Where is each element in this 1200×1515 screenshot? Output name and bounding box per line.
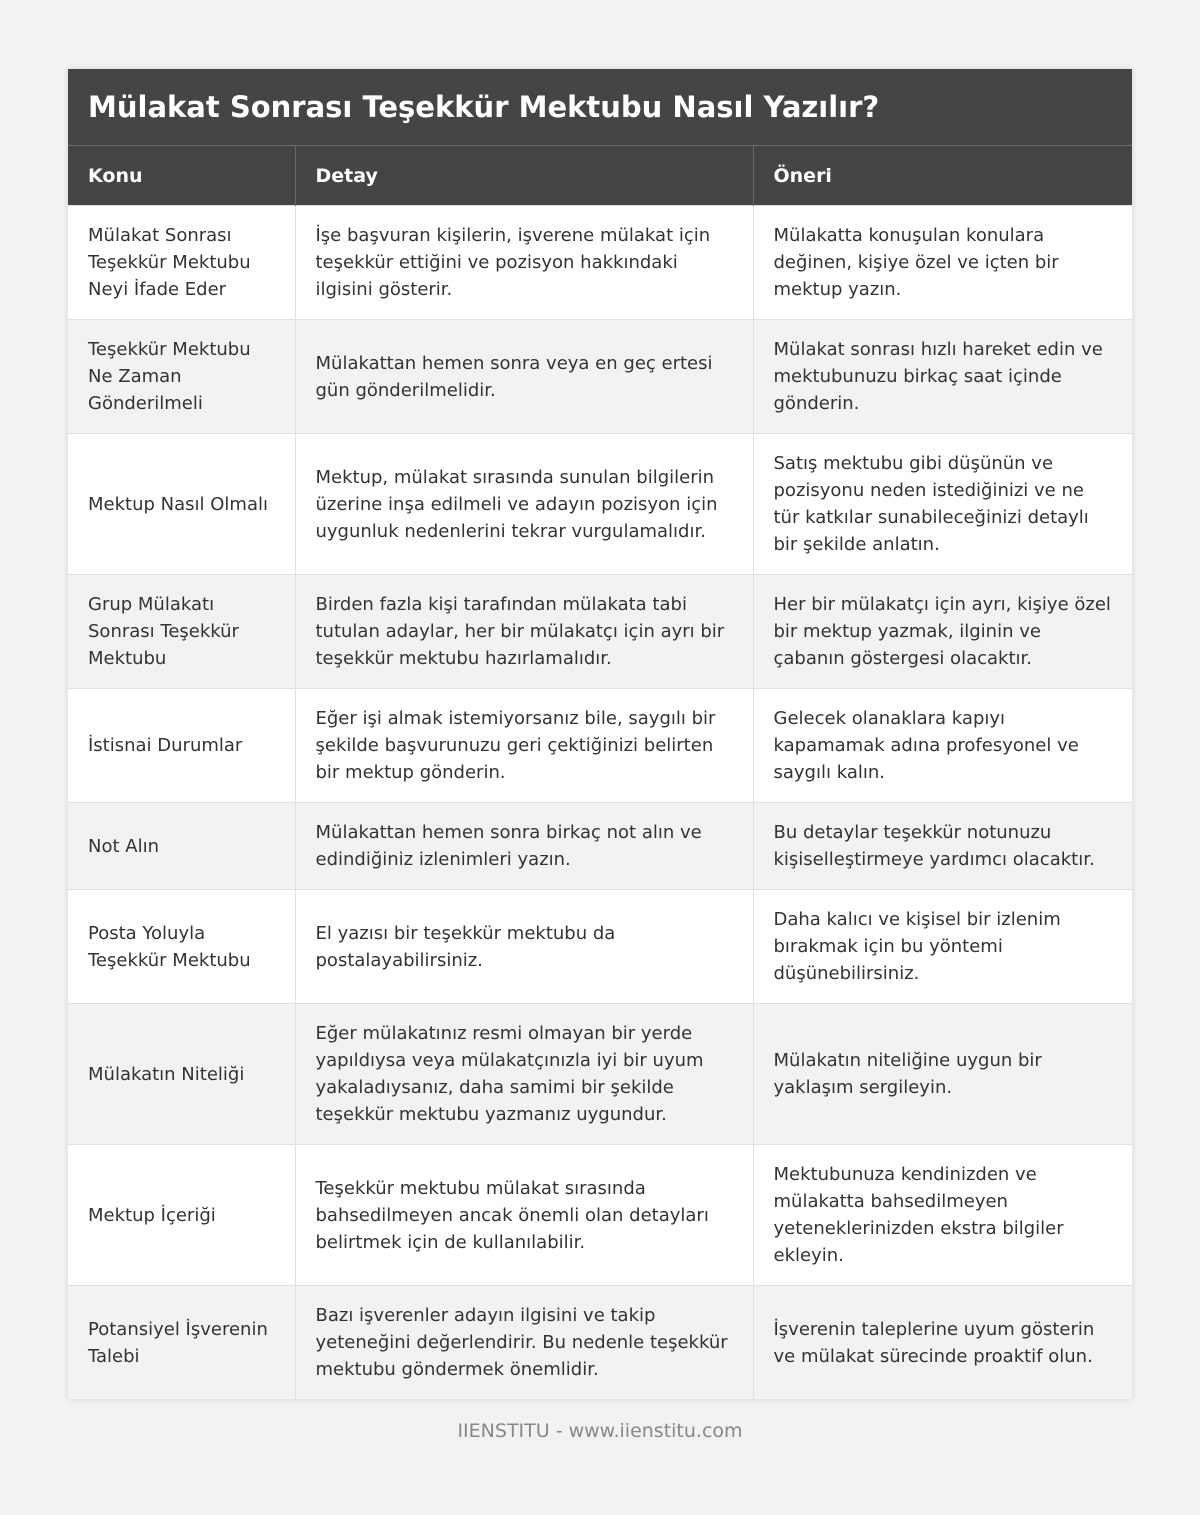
- table-row: [68, 1004, 1132, 1145]
- table-row: [68, 320, 1132, 434]
- cell-konu: Teşekkür Mektubu Ne Zaman Gönderilmeli: [68, 320, 295, 434]
- table-row: [68, 206, 1132, 320]
- table-row: [68, 689, 1132, 803]
- cell-oneri: Daha kalıcı ve kişisel bir izlenim bırakmak için bu yöntemi düşünebilirsiniz.: [753, 890, 1132, 1004]
- cell-detay: Mektup, mülakat sırasında sunulan bilgilerin üzerine inşa edilmeli ve adayın pozisyon için uygunluk nedenlerini tekrar vurgulamalıdır.: [295, 434, 753, 575]
- table-body: [68, 206, 1132, 1400]
- cell-konu: Mülakatın Niteliği: [68, 1004, 295, 1145]
- cell-konu: Grup Mülakatı Sonrası Teşekkür Mektubu: [68, 575, 295, 689]
- table-row: [68, 1286, 1132, 1400]
- cell-detay: Teşekkür mektubu mülakat sırasında bahsedilmeyen ancak önemli olan detayları belirtmek için de kullanılabilir.: [295, 1145, 753, 1286]
- footer-credit: IIENSTITU - www.iienstitu.com: [457, 1420, 743, 1442]
- cell-konu: Not Alın: [68, 803, 295, 890]
- info-table: [68, 145, 1132, 1399]
- table-row: [68, 434, 1132, 575]
- cell-detay: Mülakattan hemen sonra veya en geç ertesi gün gönderilmelidir.: [295, 320, 753, 434]
- cell-oneri: Satış mektubu gibi düşünün ve pozisyonu neden istediğinizi ve ne tür katkılar sunabileceğinizi detaylı bir şekilde anlatın.: [753, 434, 1132, 575]
- cell-konu: Posta Yoluyla Teşekkür Mektubu: [68, 890, 295, 1004]
- table-row: [68, 575, 1132, 689]
- table-row: [68, 803, 1132, 890]
- cell-konu: İstisnai Durumlar: [68, 689, 295, 803]
- cell-konu: Mektup Nasıl Olmalı: [68, 434, 295, 575]
- cell-detay: Birden fazla kişi tarafından mülakata tabi tutulan adaylar, her bir mülakatçı için ayrı bir teşekkür mektubu hazırlamalıdır.: [295, 575, 753, 689]
- page-title: Mülakat Sonrası Teşekkür Mektubu Nasıl Yazılır?: [88, 90, 880, 124]
- cell-detay: El yazısı bir teşekkür mektubu da postalayabilirsiniz.: [295, 890, 753, 1004]
- table-row: [68, 1145, 1132, 1286]
- table-row: [68, 890, 1132, 1004]
- cell-konu: Potansiyel İşverenin Talebi: [68, 1286, 295, 1400]
- cell-oneri: İşverenin taleplerine uyum gösterin ve mülakat sürecinde proaktif olun.: [753, 1286, 1132, 1400]
- cell-oneri: Mülakat sonrası hızlı hareket edin ve mektubunuzu birkaç saat içinde gönderin.: [753, 320, 1132, 434]
- cell-detay: Eğer mülakatınız resmi olmayan bir yerde yapıldıysa veya mülakatçınızla iyi bir uyum yakaladıysanız, daha samimi bir şekilde teşekkür mektubu yazmanız uygundur.: [295, 1004, 753, 1145]
- cell-konu: Mülakat Sonrası Teşekkür Mektubu Neyi İfade Eder: [68, 206, 295, 320]
- title-bar: [68, 69, 1132, 145]
- column-header-konu: Konu: [68, 146, 295, 206]
- cell-oneri: Gelecek olanaklara kapıyı kapamamak adına profesyonel ve saygılı kalın.: [753, 689, 1132, 803]
- cell-detay: Mülakattan hemen sonra birkaç not alın ve edindiğiniz izlenimleri yazın.: [295, 803, 753, 890]
- cell-detay: İşe başvuran kişilerin, işverene mülakat için teşekkür ettiğini ve pozisyon hakkındaki ilgisini gösterir.: [295, 206, 753, 320]
- cell-detay: Eğer işi almak istemiyorsanız bile, saygılı bir şekilde başvurunuzu geri çektiğinizi belirten bir mektup gönderin.: [295, 689, 753, 803]
- column-header-oneri: Öneri: [753, 146, 1132, 206]
- cell-oneri: Mülakatın niteliğine uygun bir yaklaşım sergileyin.: [753, 1004, 1132, 1145]
- table-header: [68, 146, 1132, 206]
- cell-oneri: Mektubunuza kendinizden ve mülakatta bahsedilmeyen yeteneklerinizden ekstra bilgiler ekleyin.: [753, 1145, 1132, 1286]
- cell-konu: Mektup İçeriği: [68, 1145, 295, 1286]
- cell-detay: Bazı işverenler adayın ilgisini ve takip yeteneğini değerlendirir. Bu nedenle teşekkür mektubu göndermek önemlidir.: [295, 1286, 753, 1400]
- cell-oneri: Mülakatta konuşulan konulara değinen, kişiye özel ve içten bir mektup yazın.: [753, 206, 1132, 320]
- header-row: [68, 146, 1132, 206]
- cell-oneri: Bu detaylar teşekkür notunuzu kişiselleştirmeye yardımcı olacaktır.: [753, 803, 1132, 890]
- cell-oneri: Her bir mülakatçı için ayrı, kişiye özel bir mektup yazmak, ilginin ve çabanın göstergesi olacaktır.: [753, 575, 1132, 689]
- content-card: [68, 69, 1132, 1399]
- column-header-detay: Detay: [295, 146, 753, 206]
